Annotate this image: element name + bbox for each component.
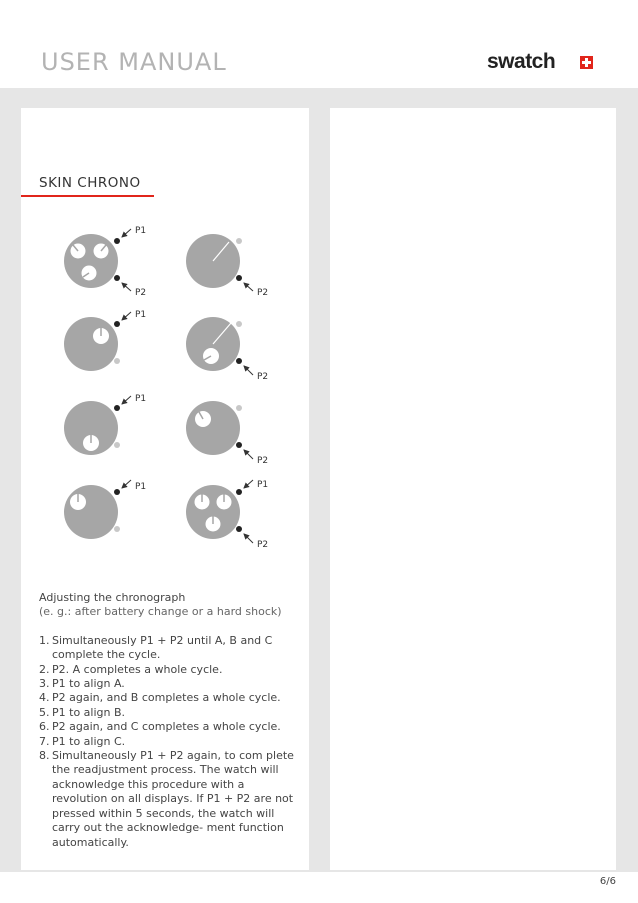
p2-label: P2 <box>135 288 147 298</box>
list-item <box>39 634 301 663</box>
instructions-heading: Adjusting the chronograph <box>39 591 186 604</box>
section-title: SKIN CHRONO <box>39 175 141 191</box>
watch-step-7 <box>64 480 146 539</box>
p2-label: P2 <box>257 456 269 466</box>
list-item <box>39 677 301 691</box>
step-number: 6. <box>39 720 50 734</box>
list-item <box>39 691 301 705</box>
p1-label: P1 <box>135 482 147 492</box>
p1-label: P1 <box>135 394 147 404</box>
p1-label: P1 <box>135 226 147 236</box>
watch-step-5 <box>64 394 146 455</box>
list-item <box>39 735 301 749</box>
right-column <box>330 108 616 870</box>
step-number: 7. <box>39 734 50 748</box>
list-item <box>39 706 301 720</box>
step-text: P2 again, and C completes a whole cycle. <box>52 720 281 734</box>
watch-step-1 <box>64 226 146 298</box>
instructions <box>39 591 301 850</box>
list-item <box>39 720 301 734</box>
p2-label: P2 <box>257 540 269 550</box>
step-number: 3. <box>39 677 50 691</box>
watch-step-3 <box>64 310 146 371</box>
step-text: P2. A completes a whole cycle. <box>52 662 223 676</box>
steps-list <box>39 634 301 850</box>
watch-step-8 <box>186 480 268 550</box>
section-divider <box>21 195 154 197</box>
watch-step-4 <box>186 317 268 382</box>
step-number: 5. <box>39 705 50 719</box>
p1-label: P1 <box>257 480 269 490</box>
chronograph-diagram <box>21 215 309 555</box>
step-text: Simultaneously P1 + P2 until A, B and C complete the cycle. <box>52 633 273 662</box>
watch-step-6 <box>186 401 268 466</box>
step-number: 8. <box>39 749 50 763</box>
step-number: 1. <box>39 633 50 647</box>
p1-label: P1 <box>135 310 147 320</box>
watch-step-2 <box>186 234 268 298</box>
swiss-cross-icon <box>580 56 593 69</box>
list-item <box>39 663 301 677</box>
brand-logo: swatch <box>487 50 556 73</box>
step-text: P1 to align A. <box>52 677 125 691</box>
page-header <box>0 0 638 88</box>
step-number: 4. <box>39 691 50 705</box>
instructions-subheading: (e. g.: after battery change or a hard shock) <box>39 605 282 619</box>
step-text: P1 to align C. <box>52 734 126 748</box>
step-text: Simultaneously P1 + P2 again, to com plete the readjustment process. The watch will acknowledge this procedure with a revolution on all displays. If P1 + P2 are not pressed within 5 seconds, the watch will carry out the acknowledge- ment function automatically. <box>52 749 294 849</box>
page-number: 6/6 <box>599 876 616 887</box>
p2-label: P2 <box>257 372 269 382</box>
page-title: USER MANUAL <box>41 48 227 76</box>
list-item <box>39 749 301 850</box>
step-text: P2 again, and B completes a whole cycle. <box>52 691 281 705</box>
p2-label: P2 <box>257 288 269 298</box>
step-text: P1 to align B. <box>52 705 126 719</box>
step-number: 2. <box>39 662 50 676</box>
